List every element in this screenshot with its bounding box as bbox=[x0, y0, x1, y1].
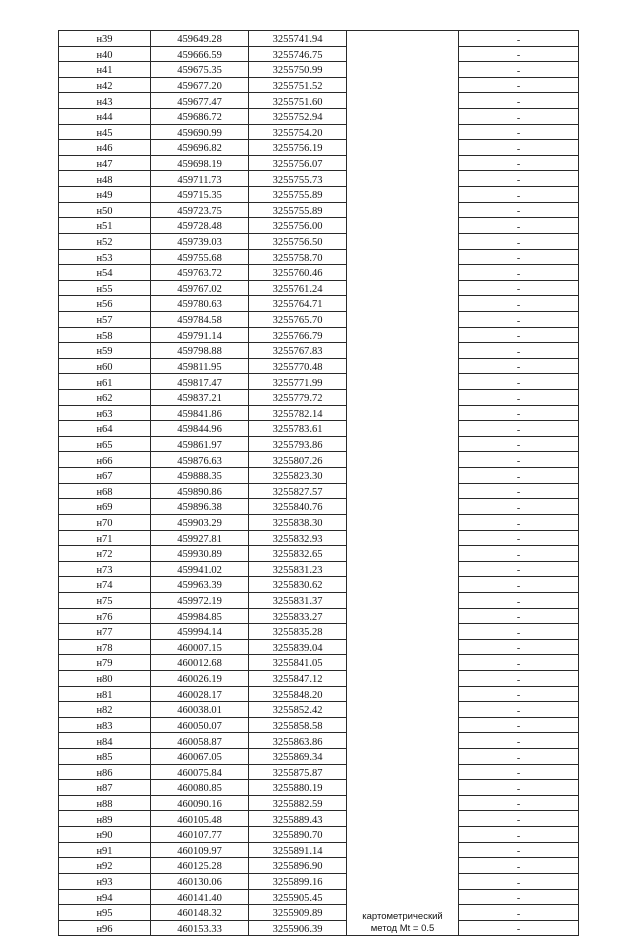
point-name-cell: н72 bbox=[59, 546, 151, 562]
y-coordinate-cell: 3255858.58 bbox=[249, 717, 347, 733]
table-row bbox=[59, 670, 579, 686]
precision-cell: - bbox=[459, 546, 579, 562]
point-name-cell: н48 bbox=[59, 171, 151, 187]
precision-cell: - bbox=[459, 265, 579, 281]
precision-cell: - bbox=[459, 343, 579, 359]
x-coordinate-cell: 460105.48 bbox=[151, 811, 249, 827]
x-coordinate-cell: 459984.85 bbox=[151, 608, 249, 624]
point-name-cell: н82 bbox=[59, 702, 151, 718]
x-coordinate-cell: 460080.85 bbox=[151, 780, 249, 796]
point-name-cell: н87 bbox=[59, 780, 151, 796]
precision-cell: - bbox=[459, 764, 579, 780]
y-coordinate-cell: 3255863.86 bbox=[249, 733, 347, 749]
precision-cell: - bbox=[459, 827, 579, 843]
x-coordinate-cell: 459711.73 bbox=[151, 171, 249, 187]
precision-cell: - bbox=[459, 93, 579, 109]
precision-cell: - bbox=[459, 530, 579, 546]
table-row bbox=[59, 296, 579, 312]
precision-cell: - bbox=[459, 374, 579, 390]
point-name-cell: н66 bbox=[59, 452, 151, 468]
y-coordinate-cell: 3255758.70 bbox=[249, 249, 347, 265]
y-coordinate-cell: 3255767.83 bbox=[249, 343, 347, 359]
y-coordinate-cell: 3255770.48 bbox=[249, 358, 347, 374]
table-row bbox=[59, 109, 579, 125]
x-coordinate-cell: 460148.32 bbox=[151, 905, 249, 921]
y-coordinate-cell: 3255840.76 bbox=[249, 499, 347, 515]
table-row bbox=[59, 795, 579, 811]
precision-cell: - bbox=[459, 639, 579, 655]
y-coordinate-cell: 3255899.16 bbox=[249, 873, 347, 889]
table-row bbox=[59, 265, 579, 281]
y-coordinate-cell: 3255807.26 bbox=[249, 452, 347, 468]
table-row bbox=[59, 171, 579, 187]
y-coordinate-cell: 3255880.19 bbox=[249, 780, 347, 796]
table-row bbox=[59, 717, 579, 733]
y-coordinate-cell: 3255756.07 bbox=[249, 155, 347, 171]
x-coordinate-cell: 460107.77 bbox=[151, 827, 249, 843]
point-name-cell: н64 bbox=[59, 421, 151, 437]
y-coordinate-cell: 3255783.61 bbox=[249, 421, 347, 437]
table-row bbox=[59, 686, 579, 702]
point-name-cell: н63 bbox=[59, 405, 151, 421]
x-coordinate-cell: 459817.47 bbox=[151, 374, 249, 390]
x-coordinate-cell: 459780.63 bbox=[151, 296, 249, 312]
table-row bbox=[59, 31, 579, 47]
point-name-cell: н58 bbox=[59, 327, 151, 343]
table-row bbox=[59, 202, 579, 218]
x-coordinate-cell: 459677.47 bbox=[151, 93, 249, 109]
point-name-cell: н78 bbox=[59, 639, 151, 655]
point-name-cell: н85 bbox=[59, 749, 151, 765]
coordinates-table-body bbox=[59, 31, 579, 936]
table-row bbox=[59, 873, 579, 889]
x-coordinate-cell: 459666.59 bbox=[151, 46, 249, 62]
x-coordinate-cell: 459963.39 bbox=[151, 577, 249, 593]
x-coordinate-cell: 459972.19 bbox=[151, 592, 249, 608]
y-coordinate-cell: 3255835.28 bbox=[249, 624, 347, 640]
point-name-cell: н55 bbox=[59, 280, 151, 296]
table-row bbox=[59, 233, 579, 249]
precision-cell: - bbox=[459, 483, 579, 499]
precision-cell: - bbox=[459, 920, 579, 936]
x-coordinate-cell: 459675.35 bbox=[151, 62, 249, 78]
x-coordinate-cell: 459888.35 bbox=[151, 468, 249, 484]
point-name-cell: н94 bbox=[59, 889, 151, 905]
point-name-cell: н76 bbox=[59, 608, 151, 624]
point-name-cell: н79 bbox=[59, 655, 151, 671]
precision-cell: - bbox=[459, 889, 579, 905]
precision-cell: - bbox=[459, 311, 579, 327]
y-coordinate-cell: 3255746.75 bbox=[249, 46, 347, 62]
table-row bbox=[59, 468, 579, 484]
point-name-cell: н69 bbox=[59, 499, 151, 515]
x-coordinate-cell: 460007.15 bbox=[151, 639, 249, 655]
table-row bbox=[59, 702, 579, 718]
precision-cell: - bbox=[459, 452, 579, 468]
table-row bbox=[59, 639, 579, 655]
point-name-cell: н45 bbox=[59, 124, 151, 140]
precision-cell: - bbox=[459, 577, 579, 593]
y-coordinate-cell: 3255771.99 bbox=[249, 374, 347, 390]
table-row bbox=[59, 655, 579, 671]
point-name-cell: н90 bbox=[59, 827, 151, 843]
table-row bbox=[59, 608, 579, 624]
table-row bbox=[59, 405, 579, 421]
point-name-cell: н71 bbox=[59, 530, 151, 546]
y-coordinate-cell: 3255831.37 bbox=[249, 592, 347, 608]
point-name-cell: н65 bbox=[59, 436, 151, 452]
x-coordinate-cell: 459763.72 bbox=[151, 265, 249, 281]
x-coordinate-cell: 460075.84 bbox=[151, 764, 249, 780]
precision-cell: - bbox=[459, 155, 579, 171]
point-name-cell: н88 bbox=[59, 795, 151, 811]
table-row bbox=[59, 592, 579, 608]
point-name-cell: н67 bbox=[59, 468, 151, 484]
y-coordinate-cell: 3255793.86 bbox=[249, 436, 347, 452]
point-name-cell: н77 bbox=[59, 624, 151, 640]
x-coordinate-cell: 459811.95 bbox=[151, 358, 249, 374]
point-name-cell: н53 bbox=[59, 249, 151, 265]
y-coordinate-cell: 3255755.73 bbox=[249, 171, 347, 187]
point-name-cell: н40 bbox=[59, 46, 151, 62]
x-coordinate-cell: 459755.68 bbox=[151, 249, 249, 265]
table-row bbox=[59, 187, 579, 203]
precision-cell: - bbox=[459, 46, 579, 62]
x-coordinate-cell: 459767.02 bbox=[151, 280, 249, 296]
y-coordinate-cell: 3255838.30 bbox=[249, 514, 347, 530]
x-coordinate-cell: 459930.89 bbox=[151, 546, 249, 562]
y-coordinate-cell: 3255782.14 bbox=[249, 405, 347, 421]
y-coordinate-cell: 3255832.65 bbox=[249, 546, 347, 562]
point-name-cell: н86 bbox=[59, 764, 151, 780]
precision-cell: - bbox=[459, 592, 579, 608]
precision-cell: - bbox=[459, 686, 579, 702]
table-row bbox=[59, 280, 579, 296]
y-coordinate-cell: 3255755.89 bbox=[249, 202, 347, 218]
method-accuracy: метод Mt = 0.5 bbox=[370, 923, 435, 935]
precision-cell: - bbox=[459, 905, 579, 921]
table-row bbox=[59, 421, 579, 437]
y-coordinate-cell: 3255756.50 bbox=[249, 233, 347, 249]
table-row bbox=[59, 577, 579, 593]
point-name-cell: н57 bbox=[59, 311, 151, 327]
precision-cell: - bbox=[459, 702, 579, 718]
x-coordinate-cell: 459896.38 bbox=[151, 499, 249, 515]
point-name-cell: н62 bbox=[59, 390, 151, 406]
precision-cell: - bbox=[459, 421, 579, 437]
table-row bbox=[59, 62, 579, 78]
point-name-cell: н80 bbox=[59, 670, 151, 686]
point-name-cell: н44 bbox=[59, 109, 151, 125]
point-name-cell: н42 bbox=[59, 77, 151, 93]
table-row bbox=[59, 842, 579, 858]
precision-cell: - bbox=[459, 733, 579, 749]
y-coordinate-cell: 3255833.27 bbox=[249, 608, 347, 624]
point-name-cell: н81 bbox=[59, 686, 151, 702]
x-coordinate-cell: 459696.82 bbox=[151, 140, 249, 156]
x-coordinate-cell: 460012.68 bbox=[151, 655, 249, 671]
precision-cell: - bbox=[459, 390, 579, 406]
table-row bbox=[59, 218, 579, 234]
point-name-cell: н70 bbox=[59, 514, 151, 530]
precision-cell: - bbox=[459, 109, 579, 125]
y-coordinate-cell: 3255906.39 bbox=[249, 920, 347, 936]
precision-cell: - bbox=[459, 405, 579, 421]
y-coordinate-cell: 3255751.60 bbox=[249, 93, 347, 109]
y-coordinate-cell: 3255848.20 bbox=[249, 686, 347, 702]
y-coordinate-cell: 3255765.70 bbox=[249, 311, 347, 327]
x-coordinate-cell: 460058.87 bbox=[151, 733, 249, 749]
point-name-cell: н43 bbox=[59, 93, 151, 109]
point-name-cell: н59 bbox=[59, 343, 151, 359]
point-name-cell: н91 bbox=[59, 842, 151, 858]
x-coordinate-cell: 459837.21 bbox=[151, 390, 249, 406]
point-name-cell: н46 bbox=[59, 140, 151, 156]
precision-cell: - bbox=[459, 842, 579, 858]
precision-cell: - bbox=[459, 561, 579, 577]
x-coordinate-cell: 460067.05 bbox=[151, 749, 249, 765]
x-coordinate-cell: 459686.72 bbox=[151, 109, 249, 125]
x-coordinate-cell: 459861.97 bbox=[151, 436, 249, 452]
table-row bbox=[59, 764, 579, 780]
precision-cell: - bbox=[459, 187, 579, 203]
precision-cell: - bbox=[459, 358, 579, 374]
table-row bbox=[59, 452, 579, 468]
x-coordinate-cell: 459723.75 bbox=[151, 202, 249, 218]
x-coordinate-cell: 460038.01 bbox=[151, 702, 249, 718]
x-coordinate-cell: 460141.40 bbox=[151, 889, 249, 905]
x-coordinate-cell: 459649.28 bbox=[151, 31, 249, 47]
y-coordinate-cell: 3255890.70 bbox=[249, 827, 347, 843]
point-name-cell: н75 bbox=[59, 592, 151, 608]
x-coordinate-cell: 459739.03 bbox=[151, 233, 249, 249]
x-coordinate-cell: 460125.28 bbox=[151, 858, 249, 874]
x-coordinate-cell: 459890.86 bbox=[151, 483, 249, 499]
table-row bbox=[59, 780, 579, 796]
precision-cell: - bbox=[459, 780, 579, 796]
point-name-cell: н52 bbox=[59, 233, 151, 249]
point-name-cell: н51 bbox=[59, 218, 151, 234]
y-coordinate-cell: 3255909.89 bbox=[249, 905, 347, 921]
method-label: картометрический bbox=[362, 911, 443, 923]
point-name-cell: н93 bbox=[59, 873, 151, 889]
precision-cell: - bbox=[459, 202, 579, 218]
x-coordinate-cell: 459876.63 bbox=[151, 452, 249, 468]
precision-cell: - bbox=[459, 499, 579, 515]
point-name-cell: н68 bbox=[59, 483, 151, 499]
table-row bbox=[59, 624, 579, 640]
y-coordinate-cell: 3255764.71 bbox=[249, 296, 347, 312]
y-coordinate-cell: 3255750.99 bbox=[249, 62, 347, 78]
table-row bbox=[59, 343, 579, 359]
table-row bbox=[59, 140, 579, 156]
precision-cell: - bbox=[459, 280, 579, 296]
precision-cell: - bbox=[459, 62, 579, 78]
table-row bbox=[59, 155, 579, 171]
point-name-cell: н89 bbox=[59, 811, 151, 827]
y-coordinate-cell: 3255831.23 bbox=[249, 561, 347, 577]
precision-cell: - bbox=[459, 795, 579, 811]
x-coordinate-cell: 459798.88 bbox=[151, 343, 249, 359]
precision-cell: - bbox=[459, 624, 579, 640]
y-coordinate-cell: 3255875.87 bbox=[249, 764, 347, 780]
y-coordinate-cell: 3255841.05 bbox=[249, 655, 347, 671]
x-coordinate-cell: 460050.07 bbox=[151, 717, 249, 733]
x-coordinate-cell: 459927.81 bbox=[151, 530, 249, 546]
y-coordinate-cell: 3255891.14 bbox=[249, 842, 347, 858]
y-coordinate-cell: 3255827.57 bbox=[249, 483, 347, 499]
coordinates-table bbox=[58, 30, 579, 936]
precision-cell: - bbox=[459, 858, 579, 874]
y-coordinate-cell: 3255869.34 bbox=[249, 749, 347, 765]
y-coordinate-cell: 3255896.90 bbox=[249, 858, 347, 874]
x-coordinate-cell: 460028.17 bbox=[151, 686, 249, 702]
table-row bbox=[59, 93, 579, 109]
table-row bbox=[59, 733, 579, 749]
point-name-cell: н73 bbox=[59, 561, 151, 577]
table-row bbox=[59, 499, 579, 515]
x-coordinate-cell: 459791.14 bbox=[151, 327, 249, 343]
point-name-cell: н92 bbox=[59, 858, 151, 874]
y-coordinate-cell: 3255754.20 bbox=[249, 124, 347, 140]
y-coordinate-cell: 3255752.94 bbox=[249, 109, 347, 125]
precision-cell: - bbox=[459, 77, 579, 93]
y-coordinate-cell: 3255760.46 bbox=[249, 265, 347, 281]
x-coordinate-cell: 459698.19 bbox=[151, 155, 249, 171]
precision-cell: - bbox=[459, 249, 579, 265]
table-row bbox=[59, 561, 579, 577]
y-coordinate-cell: 3255830.62 bbox=[249, 577, 347, 593]
precision-cell: - bbox=[459, 171, 579, 187]
y-coordinate-cell: 3255779.72 bbox=[249, 390, 347, 406]
y-coordinate-cell: 3255832.93 bbox=[249, 530, 347, 546]
precision-cell: - bbox=[459, 218, 579, 234]
x-coordinate-cell: 460109.97 bbox=[151, 842, 249, 858]
precision-cell: - bbox=[459, 233, 579, 249]
y-coordinate-cell: 3255905.45 bbox=[249, 889, 347, 905]
precision-cell: - bbox=[459, 468, 579, 484]
y-coordinate-cell: 3255741.94 bbox=[249, 31, 347, 47]
table-row bbox=[59, 483, 579, 499]
y-coordinate-cell: 3255761.24 bbox=[249, 280, 347, 296]
point-name-cell: н74 bbox=[59, 577, 151, 593]
y-coordinate-cell: 3255756.19 bbox=[249, 140, 347, 156]
table-row bbox=[59, 889, 579, 905]
precision-cell: - bbox=[459, 670, 579, 686]
table-row bbox=[59, 436, 579, 452]
precision-cell: - bbox=[459, 436, 579, 452]
x-coordinate-cell: 459941.02 bbox=[151, 561, 249, 577]
x-coordinate-cell: 459784.58 bbox=[151, 311, 249, 327]
table-row bbox=[59, 858, 579, 874]
table-row bbox=[59, 827, 579, 843]
table-row bbox=[59, 358, 579, 374]
y-coordinate-cell: 3255839.04 bbox=[249, 639, 347, 655]
precision-cell: - bbox=[459, 873, 579, 889]
point-name-cell: н60 bbox=[59, 358, 151, 374]
precision-cell: - bbox=[459, 327, 579, 343]
point-name-cell: н54 bbox=[59, 265, 151, 281]
table-row bbox=[59, 546, 579, 562]
x-coordinate-cell: 459903.29 bbox=[151, 514, 249, 530]
table-row bbox=[59, 311, 579, 327]
y-coordinate-cell: 3255889.43 bbox=[249, 811, 347, 827]
point-name-cell: н41 bbox=[59, 62, 151, 78]
x-coordinate-cell: 459728.48 bbox=[151, 218, 249, 234]
table-row bbox=[59, 920, 579, 936]
y-coordinate-cell: 3255847.12 bbox=[249, 670, 347, 686]
point-name-cell: н95 bbox=[59, 905, 151, 921]
point-name-cell: н96 bbox=[59, 920, 151, 936]
table-row bbox=[59, 77, 579, 93]
table-row bbox=[59, 46, 579, 62]
y-coordinate-cell: 3255751.52 bbox=[249, 77, 347, 93]
method-cell bbox=[347, 31, 459, 936]
precision-cell: - bbox=[459, 514, 579, 530]
table-row bbox=[59, 905, 579, 921]
x-coordinate-cell: 459690.99 bbox=[151, 124, 249, 140]
x-coordinate-cell: 459841.86 bbox=[151, 405, 249, 421]
table-row bbox=[59, 124, 579, 140]
y-coordinate-cell: 3255766.79 bbox=[249, 327, 347, 343]
precision-cell: - bbox=[459, 296, 579, 312]
y-coordinate-cell: 3255882.59 bbox=[249, 795, 347, 811]
x-coordinate-cell: 460153.33 bbox=[151, 920, 249, 936]
precision-cell: - bbox=[459, 140, 579, 156]
precision-cell: - bbox=[459, 608, 579, 624]
point-name-cell: н61 bbox=[59, 374, 151, 390]
precision-cell: - bbox=[459, 811, 579, 827]
x-coordinate-cell: 459994.14 bbox=[151, 624, 249, 640]
x-coordinate-cell: 460130.06 bbox=[151, 873, 249, 889]
table-row bbox=[59, 327, 579, 343]
table-row bbox=[59, 249, 579, 265]
point-name-cell: н39 bbox=[59, 31, 151, 47]
y-coordinate-cell: 3255755.89 bbox=[249, 187, 347, 203]
table-row bbox=[59, 530, 579, 546]
point-name-cell: н47 bbox=[59, 155, 151, 171]
table-row bbox=[59, 374, 579, 390]
point-name-cell: н83 bbox=[59, 717, 151, 733]
point-name-cell: н56 bbox=[59, 296, 151, 312]
precision-cell: - bbox=[459, 31, 579, 47]
x-coordinate-cell: 460026.19 bbox=[151, 670, 249, 686]
point-name-cell: н50 bbox=[59, 202, 151, 218]
table-row bbox=[59, 749, 579, 765]
precision-cell: - bbox=[459, 717, 579, 733]
x-coordinate-cell: 459677.20 bbox=[151, 77, 249, 93]
x-coordinate-cell: 459715.35 bbox=[151, 187, 249, 203]
y-coordinate-cell: 3255852.42 bbox=[249, 702, 347, 718]
x-coordinate-cell: 459844.96 bbox=[151, 421, 249, 437]
y-coordinate-cell: 3255823.30 bbox=[249, 468, 347, 484]
point-name-cell: н49 bbox=[59, 187, 151, 203]
precision-cell: - bbox=[459, 749, 579, 765]
table-row bbox=[59, 514, 579, 530]
table-row bbox=[59, 811, 579, 827]
y-coordinate-cell: 3255756.00 bbox=[249, 218, 347, 234]
precision-cell: - bbox=[459, 124, 579, 140]
precision-cell: - bbox=[459, 655, 579, 671]
table-row bbox=[59, 390, 579, 406]
point-name-cell: н84 bbox=[59, 733, 151, 749]
x-coordinate-cell: 460090.16 bbox=[151, 795, 249, 811]
